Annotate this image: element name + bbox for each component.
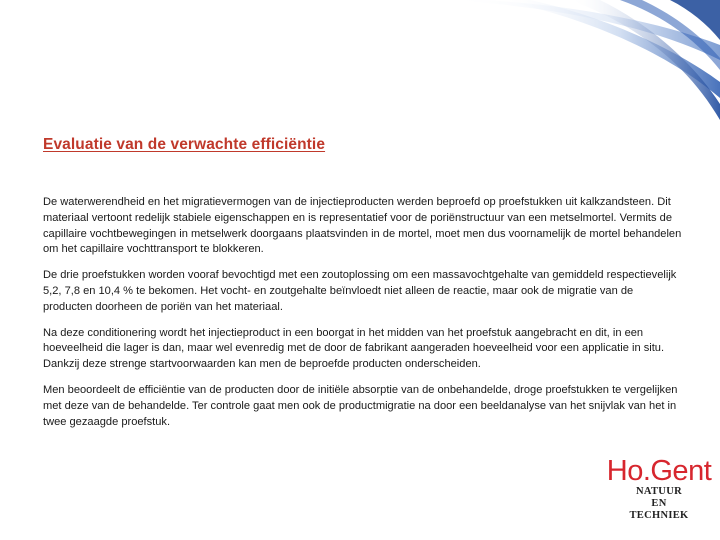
corner-swoosh-decoration <box>420 0 720 120</box>
hogent-logo <box>606 456 712 522</box>
paragraph-3: Na deze conditionering wordt het injectieproduct in een boorgat in het midden van het proefstuk aangebracht en dit, in een hoeveelheid die lager is dan, maar wel evenredig met de door de fabrikant aangeraden hoeveelheid voor een applicatie in situ. Dankzij deze strenge startvoorwaarden kan men de beproefde producten onderscheiden. <box>43 326 665 371</box>
body-text <box>43 195 683 440</box>
paragraph-2: De drie proefstukken worden vooraf bevochtigd met een zoutoplossing om een massavochtgehalte van gemiddeld respectievelijk 5,2, 7,8 en 10,4 % te bekomen. Het vocht- en zoutgehalte beïnvloedt niet alleen de reactie, maar ook de migratie van de producten doorheen de poriën van het materiaal. <box>43 269 677 313</box>
paragraph-1: De waterwerendheid en het migratievermogen van de injectieproducten werden beproefd op proefstukken uit kalkzandsteen. Dit materiaal vertoont redelijk stabiele eigenschappen en is representatief voor de poriënstructuur van een metselmortel. Vermits de capillaire vochtbewegingen in metselwerk doorgaans plaatsvinden in de mortel, moet men dus voornamelijk de mortel behandelen om het capillaire vochttransport te blokkeren. <box>43 196 682 256</box>
logo-tagline-line-2: EN <box>651 498 667 509</box>
logo-tagline-line-3: TECHNIEK <box>629 510 689 521</box>
logo-wordmark: Ho.Gent <box>606 455 712 487</box>
logo-tagline-line-1: NATUUR <box>636 486 682 497</box>
paragraph-4: Men beoordeelt de efficiëntie van de producten door de initiële absorptie van de onbehandelde, droge proefstukken te vergelijken met deze van de behandelde. Ter controle gaat men ook de productmigratie na door een beeldanalyse van het snijvlak van het in twee gezaagde proefstuk. <box>43 383 678 428</box>
slide-title: Evaluatie van de verwachte efficiëntie <box>43 136 326 153</box>
